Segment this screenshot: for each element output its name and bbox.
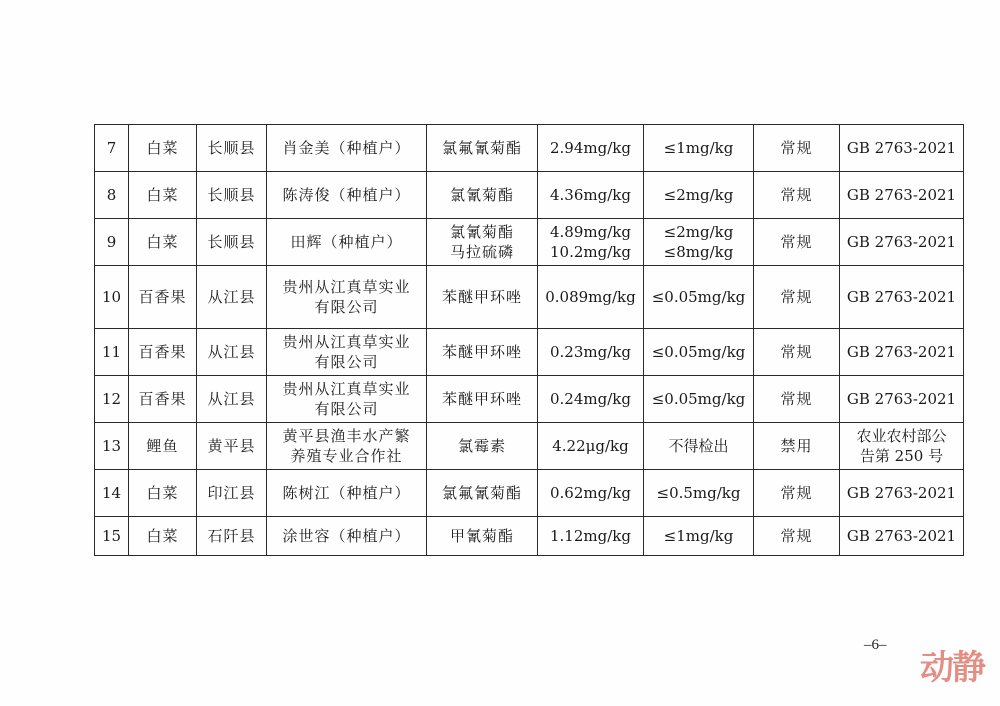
- cell-standard-line: GB 2763-2021: [846, 288, 957, 306]
- cell-test-item: [427, 125, 538, 172]
- cell-limit-line: ≤0.05mg/kg: [651, 390, 746, 408]
- cell-limit-line: ≤0.05mg/kg: [651, 343, 746, 361]
- cell-county: 长顺县: [197, 125, 267, 172]
- cell-result-line: 0.24mg/kg: [550, 390, 631, 408]
- cell-standard-line: 农业农村部公: [856, 427, 947, 445]
- watermark-logo: 动静: [920, 648, 984, 688]
- cell-result: [538, 125, 644, 172]
- cell-standard-line: GB 2763-2021: [846, 186, 957, 204]
- cell-county: 石阡县: [197, 517, 267, 556]
- cell-test-item-line: 马拉硫磷: [449, 243, 514, 261]
- cell-result: [538, 266, 644, 329]
- cell-entity-line: 贵州从江真草实业: [282, 278, 411, 296]
- cell-product: 百香果: [129, 329, 197, 376]
- cell-product: 白菜: [129, 219, 197, 266]
- cell-limit-line: ≤8mg/kg: [663, 243, 734, 261]
- cell-result: [538, 172, 644, 219]
- cell-limit: [644, 172, 754, 219]
- table-row: [95, 423, 964, 470]
- cell-type: 常规: [754, 219, 840, 266]
- cell-type: 常规: [754, 517, 840, 556]
- cell-county: 长顺县: [197, 172, 267, 219]
- page-number: –6–: [864, 637, 887, 653]
- cell-standard-line: GB 2763-2021: [846, 139, 957, 157]
- cell-test-item: [427, 517, 538, 556]
- cell-type: 常规: [754, 172, 840, 219]
- cell-number: 12: [95, 376, 129, 423]
- cell-entity-line: 有限公司: [314, 298, 379, 316]
- cell-standard: [840, 423, 964, 470]
- cell-entity-line: 涂世容（种植户）: [282, 527, 411, 545]
- cell-product: 百香果: [129, 376, 197, 423]
- cell-result-line: 0.089mg/kg: [545, 288, 636, 306]
- cell-limit: [644, 517, 754, 556]
- cell-type: 常规: [754, 376, 840, 423]
- inspection-results-table: [94, 124, 964, 556]
- cell-county: 从江县: [197, 376, 267, 423]
- cell-entity: [267, 376, 427, 423]
- cell-result: [538, 517, 644, 556]
- cell-test-item-line: 氯氰菊酯: [449, 186, 514, 204]
- table-row: [95, 517, 964, 556]
- cell-entity-line: 贵州从江真草实业: [282, 380, 411, 398]
- cell-test-item-line: 氯霉素: [457, 437, 506, 455]
- cell-result: [538, 376, 644, 423]
- cell-result-line: 10.2mg/kg: [550, 243, 631, 261]
- cell-limit: [644, 423, 754, 470]
- cell-limit: [644, 266, 754, 329]
- cell-number: 9: [95, 219, 129, 266]
- table-row: [95, 172, 964, 219]
- cell-number: 13: [95, 423, 129, 470]
- cell-entity-line: 陈树江（种植户）: [282, 484, 411, 502]
- cell-number: 7: [95, 125, 129, 172]
- cell-standard: [840, 125, 964, 172]
- cell-result: [538, 219, 644, 266]
- cell-type: 常规: [754, 329, 840, 376]
- cell-limit: [644, 470, 754, 517]
- cell-limit: [644, 125, 754, 172]
- cell-county: 从江县: [197, 329, 267, 376]
- cell-entity: [267, 517, 427, 556]
- cell-product: 鲤鱼: [129, 423, 197, 470]
- cell-result-line: 4.89mg/kg: [550, 223, 631, 241]
- cell-result-line: 0.23mg/kg: [550, 343, 631, 361]
- cell-type: 禁用: [754, 423, 840, 470]
- cell-limit-line: ≤0.5mg/kg: [656, 484, 741, 502]
- cell-entity: [267, 266, 427, 329]
- cell-test-item-line: 甲氰菊酯: [449, 527, 514, 545]
- cell-test-item: [427, 172, 538, 219]
- cell-product: 白菜: [129, 125, 197, 172]
- cell-standard: [840, 219, 964, 266]
- cell-number: 15: [95, 517, 129, 556]
- cell-standard-line: GB 2763-2021: [846, 484, 957, 502]
- cell-number: 10: [95, 266, 129, 329]
- cell-entity-line: 陈涛俊（种植户）: [282, 186, 411, 204]
- cell-entity-line: 田辉（种植户）: [290, 233, 403, 251]
- table-row: [95, 470, 964, 517]
- table-row: [95, 329, 964, 376]
- cell-county: 从江县: [197, 266, 267, 329]
- cell-result-line: 1.12mg/kg: [550, 527, 631, 545]
- cell-standard: [840, 172, 964, 219]
- cell-type: 常规: [754, 266, 840, 329]
- cell-limit: [644, 329, 754, 376]
- cell-standard-line: GB 2763-2021: [846, 390, 957, 408]
- cell-product: 白菜: [129, 470, 197, 517]
- cell-limit: [644, 219, 754, 266]
- cell-test-item-line: 氯氟氰菊酯: [441, 484, 522, 502]
- cell-entity: [267, 470, 427, 517]
- cell-entity-line: 黄平县渔丰水产繁: [282, 427, 411, 445]
- cell-test-item: [427, 329, 538, 376]
- cell-limit: [644, 376, 754, 423]
- cell-standard-line: GB 2763-2021: [846, 527, 957, 545]
- cell-standard: [840, 470, 964, 517]
- cell-test-item: [427, 423, 538, 470]
- cell-limit-line: ≤0.05mg/kg: [651, 288, 746, 306]
- table-row: [95, 376, 964, 423]
- cell-test-item-line: 苯醚甲环唑: [441, 390, 522, 408]
- cell-test-item: [427, 470, 538, 517]
- cell-test-item-line: 苯醚甲环唑: [441, 288, 522, 306]
- cell-limit-line: ≤2mg/kg: [663, 223, 734, 241]
- cell-test-item-line: 苯醚甲环唑: [441, 343, 522, 361]
- cell-entity-line: 肖金美（种植户）: [282, 139, 411, 157]
- table-row: [95, 266, 964, 329]
- cell-entity: [267, 423, 427, 470]
- cell-entity: [267, 329, 427, 376]
- cell-number: 14: [95, 470, 129, 517]
- cell-result-line: 2.94mg/kg: [550, 139, 631, 157]
- table-body: [95, 125, 964, 556]
- table-row: [95, 125, 964, 172]
- cell-entity-line: 贵州从江真草实业: [282, 333, 411, 351]
- cell-limit-line: ≤2mg/kg: [663, 186, 734, 204]
- table-row: [95, 219, 964, 266]
- cell-standard-line: GB 2763-2021: [846, 233, 957, 251]
- cell-standard-line: 告第 250 号: [859, 447, 944, 465]
- cell-entity: [267, 219, 427, 266]
- cell-test-item-line: 氯氟氰菊酯: [441, 139, 522, 157]
- cell-standard: [840, 517, 964, 556]
- cell-entity-line: 养殖专业合作社: [290, 447, 403, 465]
- cell-standard: [840, 329, 964, 376]
- cell-result: [538, 470, 644, 517]
- cell-result-line: 4.36mg/kg: [550, 186, 631, 204]
- cell-product: 百香果: [129, 266, 197, 329]
- cell-type: 常规: [754, 125, 840, 172]
- cell-result: [538, 423, 644, 470]
- cell-type: 常规: [754, 470, 840, 517]
- cell-entity-line: 有限公司: [314, 400, 379, 418]
- cell-result-line: 4.22μg/kg: [552, 437, 629, 455]
- cell-standard: [840, 266, 964, 329]
- cell-product: 白菜: [129, 517, 197, 556]
- cell-county: 印江县: [197, 470, 267, 517]
- cell-county: 长顺县: [197, 219, 267, 266]
- cell-limit-line: ≤1mg/kg: [663, 139, 734, 157]
- cell-limit-line: ≤1mg/kg: [663, 527, 734, 545]
- cell-result: [538, 329, 644, 376]
- cell-limit-line: 不得检出: [668, 437, 729, 455]
- cell-test-item: [427, 266, 538, 329]
- cell-result-line: 0.62mg/kg: [550, 484, 631, 502]
- cell-entity: [267, 172, 427, 219]
- cell-entity: [267, 125, 427, 172]
- cell-test-item: [427, 376, 538, 423]
- cell-entity-line: 有限公司: [314, 353, 379, 371]
- cell-number: 8: [95, 172, 129, 219]
- cell-product: 白菜: [129, 172, 197, 219]
- cell-county: 黄平县: [197, 423, 267, 470]
- cell-standard: [840, 376, 964, 423]
- cell-test-item: [427, 219, 538, 266]
- cell-number: 11: [95, 329, 129, 376]
- cell-test-item-line: 氯氰菊酯: [449, 223, 514, 241]
- cell-standard-line: GB 2763-2021: [846, 343, 957, 361]
